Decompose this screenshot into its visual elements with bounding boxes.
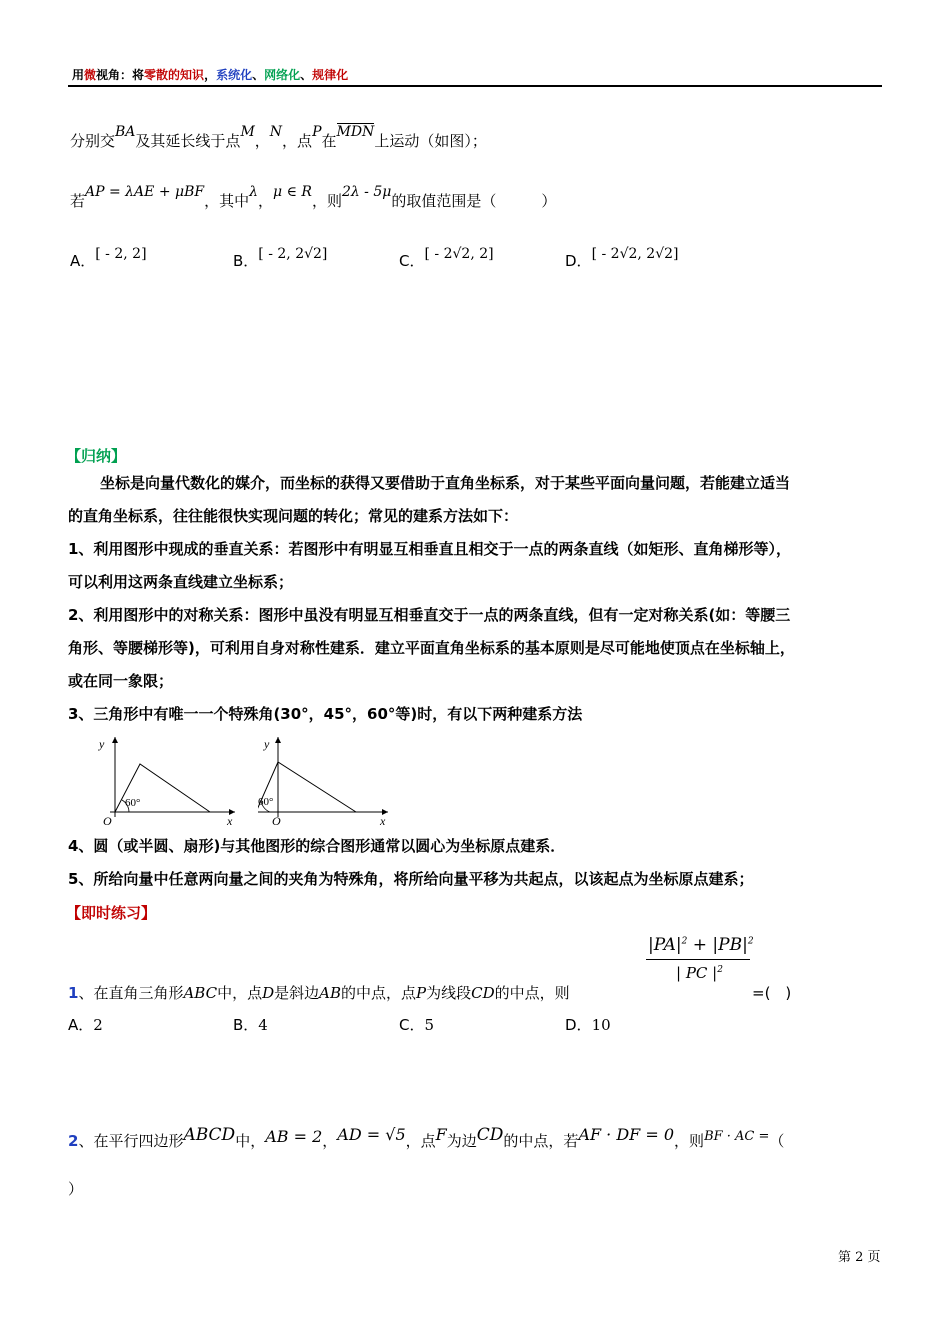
- option-value: 2: [93, 1016, 103, 1034]
- header-part: 用: [72, 68, 85, 82]
- q1-option-c[interactable]: [399, 1014, 434, 1035]
- exp: 2: [717, 965, 723, 975]
- y-arrow: [112, 737, 118, 743]
- summary-item2-b: 角形、等腰梯形等)，可利用自身对称性建系．建立平面直角坐标系的基本原则是尽可能地使顶点在坐标轴上，: [68, 639, 795, 657]
- text: 为边: [446, 1132, 477, 1150]
- y-label: y: [99, 737, 105, 751]
- practice-heading: 【即时练习】: [66, 904, 157, 922]
- q1-option-d[interactable]: [565, 1014, 611, 1035]
- math: AP = λAE + μBF: [85, 184, 205, 200]
- header-part: ，: [204, 68, 217, 82]
- summary-heading: 【归纳】: [66, 447, 127, 465]
- text: 及其延长线于点: [135, 132, 241, 150]
- fraction-numerator: $|PA|^2 + |PB|^2$: [648, 935, 754, 955]
- q1-tail: =( ): [752, 984, 792, 1002]
- den: PC: [685, 964, 708, 982]
- option-value: 4: [258, 1016, 268, 1034]
- text: 为线段: [426, 984, 472, 1002]
- angle-label: 60°: [258, 796, 274, 808]
- option-label: B．: [233, 1016, 259, 1034]
- header-part: 、: [252, 68, 265, 82]
- option-d[interactable]: [565, 246, 679, 271]
- summary-item5: 5、所给向量中任意两向量之间的夹角为特殊角，将所给向量平移为共起点，以该起点为坐标原点建系；: [68, 870, 754, 888]
- math: N: [269, 124, 283, 140]
- option-label: C．: [399, 1016, 425, 1034]
- math: AB = 2: [265, 1127, 323, 1146]
- math: BA: [115, 124, 136, 140]
- option-label: C．: [399, 252, 425, 270]
- text: ，点: [405, 1132, 436, 1150]
- summary-item1-a: 1、利用图形中现成的垂直关系：若图形中有明显互相垂直且相交于一点的两条直线（如矩形、直角梯形等），: [68, 540, 791, 558]
- text: 的中点，点: [341, 984, 417, 1002]
- fraction-bar: [646, 959, 750, 960]
- option-label: A．: [68, 1016, 94, 1034]
- text: ，: [254, 132, 270, 150]
- summary-item2-c: 或在同一象限；: [68, 672, 174, 690]
- summary-item3: 3、三角形中有唯一一个特殊角(30°，45°，60°等)时，有以下两种建系方法: [68, 705, 583, 723]
- summary-item2-a: 2、利用图形中的对称关系：图形中虽没有明显互相垂直交于一点的两条直线，但有一定对称关系(如：等腰三: [68, 606, 791, 624]
- option-value: [ - 2, 2√2]: [258, 246, 328, 262]
- text: ，: [258, 192, 274, 210]
- option-value: [ - 2, 2]: [95, 246, 147, 262]
- math: P: [312, 124, 322, 140]
- math: P: [416, 984, 427, 1002]
- math: 2λ - 5μ: [341, 184, 392, 200]
- exp: 2: [747, 936, 754, 947]
- option-value: 10: [591, 1016, 611, 1034]
- option-label: A．: [70, 252, 96, 270]
- header-part: 、: [300, 68, 313, 82]
- figure-left: [95, 732, 240, 827]
- text: ，其中: [204, 192, 250, 210]
- origin-label: O: [272, 814, 281, 827]
- header-part: 视角：将: [96, 68, 145, 82]
- q-number: 1: [68, 984, 79, 1002]
- x-label: x: [227, 814, 233, 827]
- q1-option-b[interactable]: [233, 1014, 268, 1035]
- text: 分别交: [70, 132, 116, 150]
- y-arrow: [275, 737, 281, 743]
- plus: +: [692, 935, 708, 955]
- math: F: [435, 1125, 447, 1144]
- math: M: [240, 124, 255, 140]
- q1-fraction: [646, 935, 754, 982]
- problem-line-1: [70, 124, 487, 151]
- option-c[interactable]: [399, 246, 494, 271]
- text: 中，点: [217, 984, 263, 1002]
- summary-intro-a: 坐标是向量代数化的媒介，而坐标的获得又要借助于直角坐标系，对于某些平面向量问题，若能建立适当: [100, 474, 791, 492]
- text: 的取值范围是（ ）: [391, 192, 557, 210]
- text: 在: [321, 132, 337, 150]
- num-b: PB: [718, 935, 743, 955]
- math: λ: [249, 184, 259, 200]
- option-value: [ - 2√2, 2√2]: [591, 246, 679, 262]
- header-part: 规律化: [312, 68, 349, 82]
- text: 是斜边: [274, 984, 320, 1002]
- text: ，则: [674, 1132, 705, 1150]
- header-rule: [68, 85, 882, 87]
- option-b[interactable]: [233, 246, 328, 271]
- math: D: [262, 984, 275, 1002]
- text: 中，: [235, 1132, 266, 1150]
- text: 、在直角三角形: [78, 984, 184, 1002]
- math: AB: [319, 984, 341, 1002]
- math-arc: MDN: [336, 124, 375, 140]
- math: CD: [476, 1125, 504, 1145]
- header-tagline: [72, 66, 348, 83]
- math: BF · AC =: [704, 1129, 770, 1144]
- text: 若: [70, 192, 86, 210]
- summary-item4: 4、圆（或半圆、扇形)与其他图形的综合图形通常以圆心为坐标原点建系．: [68, 837, 566, 855]
- text: 的中点，则: [494, 984, 570, 1002]
- option-label: D．: [565, 252, 592, 270]
- num-a: PA: [653, 935, 676, 955]
- text: ，: [322, 1132, 338, 1150]
- option-a[interactable]: [70, 246, 147, 271]
- math: ABCD: [183, 1125, 236, 1145]
- q2-stem: [68, 1125, 785, 1151]
- angle-label: 60°: [125, 797, 141, 809]
- text: 的中点，若: [503, 1132, 579, 1150]
- text: 、在平行四边形: [78, 1132, 184, 1150]
- origin-label: O: [103, 814, 112, 827]
- page-number: 第 2 页: [838, 1250, 881, 1265]
- x-label: x: [380, 814, 386, 827]
- math: AD = √5: [337, 1125, 406, 1144]
- q1-option-a[interactable]: [68, 1014, 103, 1035]
- text: ，点: [282, 132, 313, 150]
- figure-right: [258, 732, 403, 827]
- math: AF · DF = 0: [578, 1125, 675, 1144]
- summary-item1-b: 可以利用这两条直线建立坐标系；: [68, 573, 294, 591]
- exp: 2: [681, 936, 688, 947]
- header-part: 零散的知识: [144, 68, 205, 82]
- q2-line2: ）: [68, 1180, 84, 1198]
- option-value: [ - 2√2, 2]: [424, 246, 494, 262]
- header-part: 微: [84, 68, 97, 82]
- option-label: B．: [233, 252, 259, 270]
- text: 上运动（如图）；: [374, 132, 487, 150]
- option-value: 5: [424, 1016, 435, 1034]
- math: ABC: [183, 984, 218, 1002]
- math: CD: [471, 984, 495, 1002]
- header-part: 网络化: [264, 68, 301, 82]
- y-label: y: [264, 737, 270, 751]
- fraction-denominator: | PC $|^2$: [676, 964, 723, 982]
- q1-stem: [68, 982, 570, 1003]
- header-part: 系统化: [216, 68, 253, 82]
- problem-line-2: [70, 184, 557, 211]
- option-label: D．: [565, 1016, 592, 1034]
- math: μ ∈ R: [273, 184, 312, 200]
- text: ，则: [311, 192, 342, 210]
- text: （: [769, 1132, 785, 1150]
- summary-intro-b: 的直角坐标系，往往能很快实现问题的转化；常见的建系方法如下：: [68, 507, 519, 525]
- q-number: 2: [68, 1132, 79, 1150]
